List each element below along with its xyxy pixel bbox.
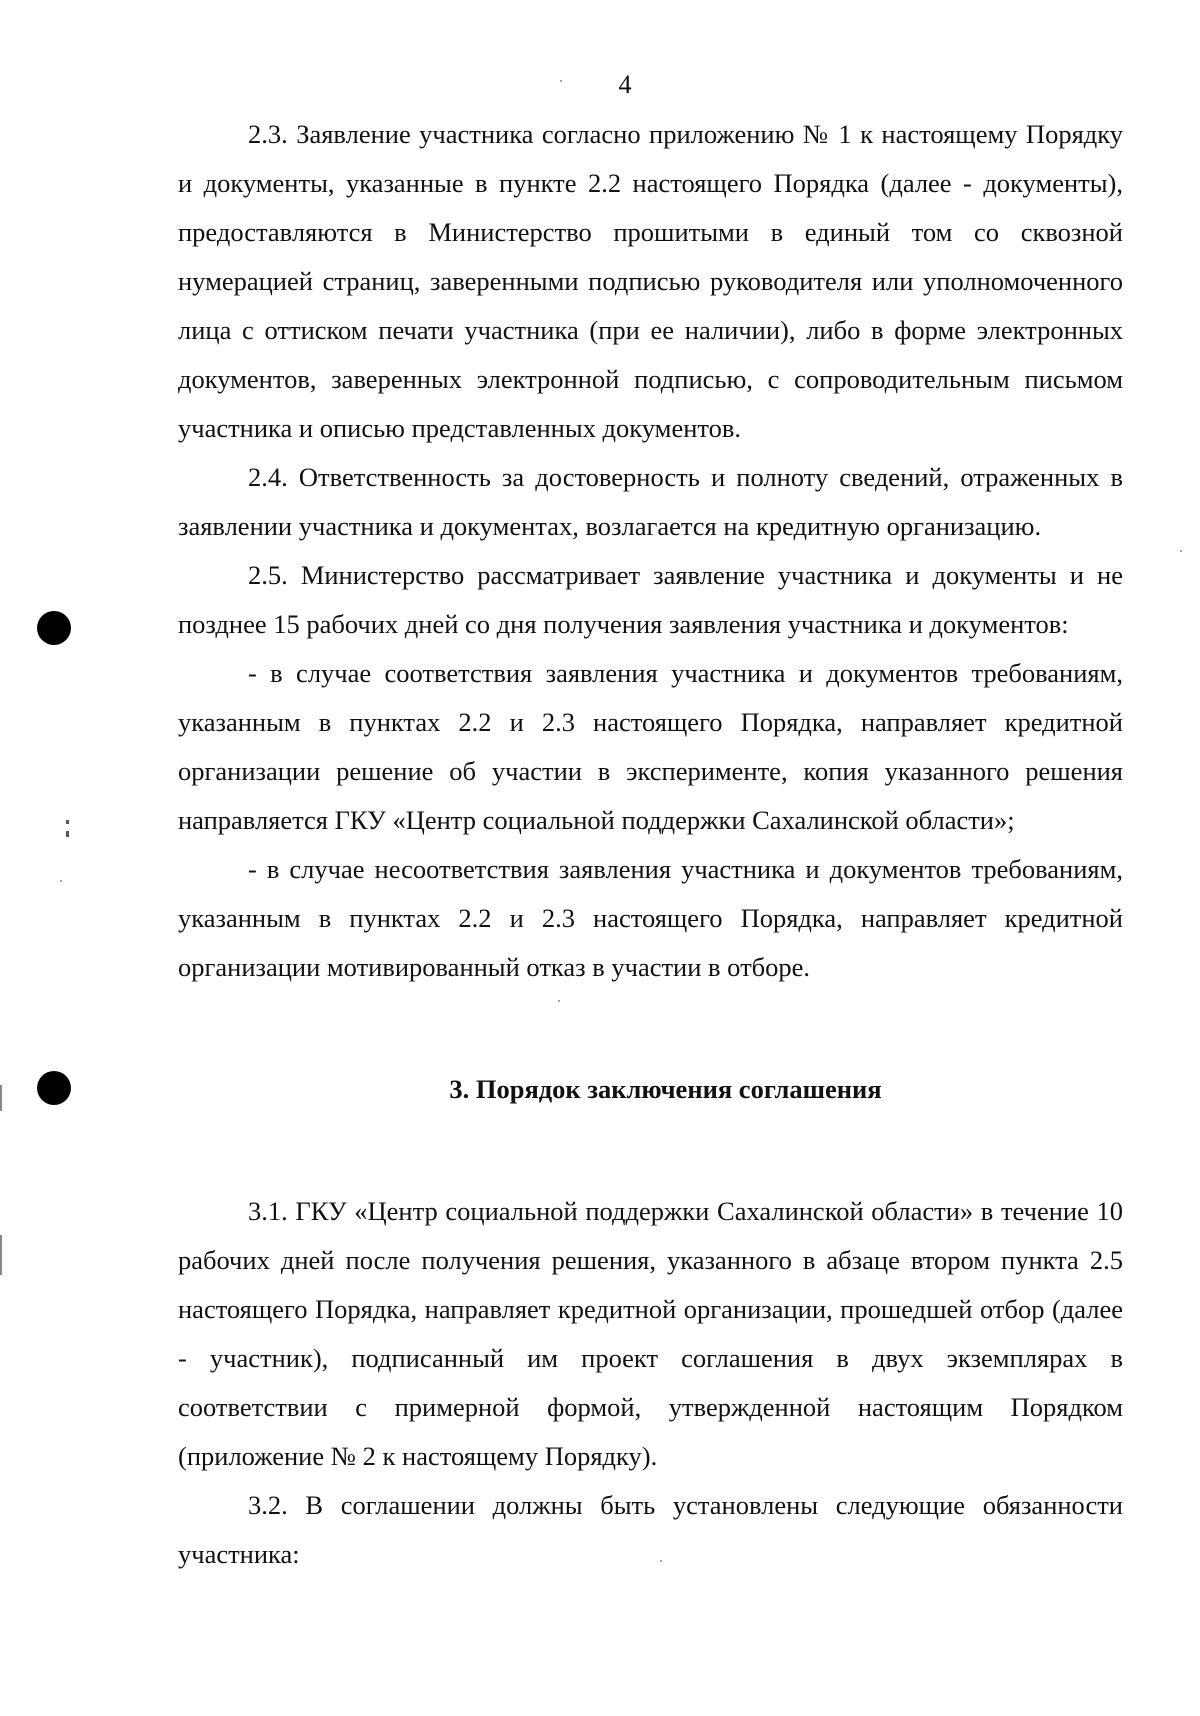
scan-artifact [66,820,69,824]
hole-punch-mark [37,611,71,645]
document-body [178,110,1123,1579]
paragraph-3-1: 3.1. ГКУ «Центр социальной поддержки Сахалинской области» в течение 10 рабочих дней после получения решения, указанного в абзаце втором пункта 2.5 настоящего Порядка, направляет кредитной организации, прошедшей отбор (далее - участник), подписанный им проект соглашения в двух экземплярах в соответствии с примерной формой, утвержденной настоящим Порядком (приложение № 2 к настоящему Порядку). [178,1196,1123,1471]
paragraph-2-5-item-compliance: - в случае соответствия заявления участника и документов требованиям, указанным в пунктах 2.2 и 2.3 настоящего Порядка, направляет кредитной организации решение об участии в эксперименте, копия указанного решения направляется ГКУ «Центр социальной поддержки Сахалинской области»; [178,658,1123,835]
section-heading: 3. Порядок заключения соглашения [449,1074,882,1104]
scan-artifact [66,831,69,837]
paragraph-2-5: 2.5. Министерство рассматривает заявление участника и документы и не позднее 15 рабочих дней со дня получения заявления участника и документов: [178,560,1123,639]
paragraph-2-5-item-noncompliance: - в случае несоответствия заявления участника и документов требованиям, указанным в пунктах 2.2 и 2.3 настоящего Порядка, направляет кредитной организации мотивированный отказ в участии в отборе. [178,854,1123,982]
page-number: 4 [618,70,632,99]
scan-speck [1180,550,1182,552]
paragraph-2-4: 2.4. Ответственность за достоверность и полноту сведений, отраженных в заявлении участника и документах, возлагается на кредитную организацию. [178,462,1123,541]
scan-speck [60,880,62,882]
scan-artifact [0,1235,2,1275]
scan-artifact [0,1085,2,1111]
hole-punch-mark [37,1071,71,1105]
paragraph-3-2: 3.2. В соглашении должны быть установлены следующие обязанности участника: [178,1490,1123,1569]
paragraph-2-3: 2.3. Заявление участника согласно приложению № 1 к настоящему Порядку и документы, указанные в пункте 2.2 настоящего Порядка (далее - документы), предоставляются в Министерство прошитыми в единый том со сквозной нумерацией страниц, заверенными подписью руководителя или уполномоченного лица с оттиском печати участника (при ее наличии), либо в форме электронных документов, заверенных электронной подписью, с сопроводительным письмом участника и описью представленных документов. [178,119,1123,443]
